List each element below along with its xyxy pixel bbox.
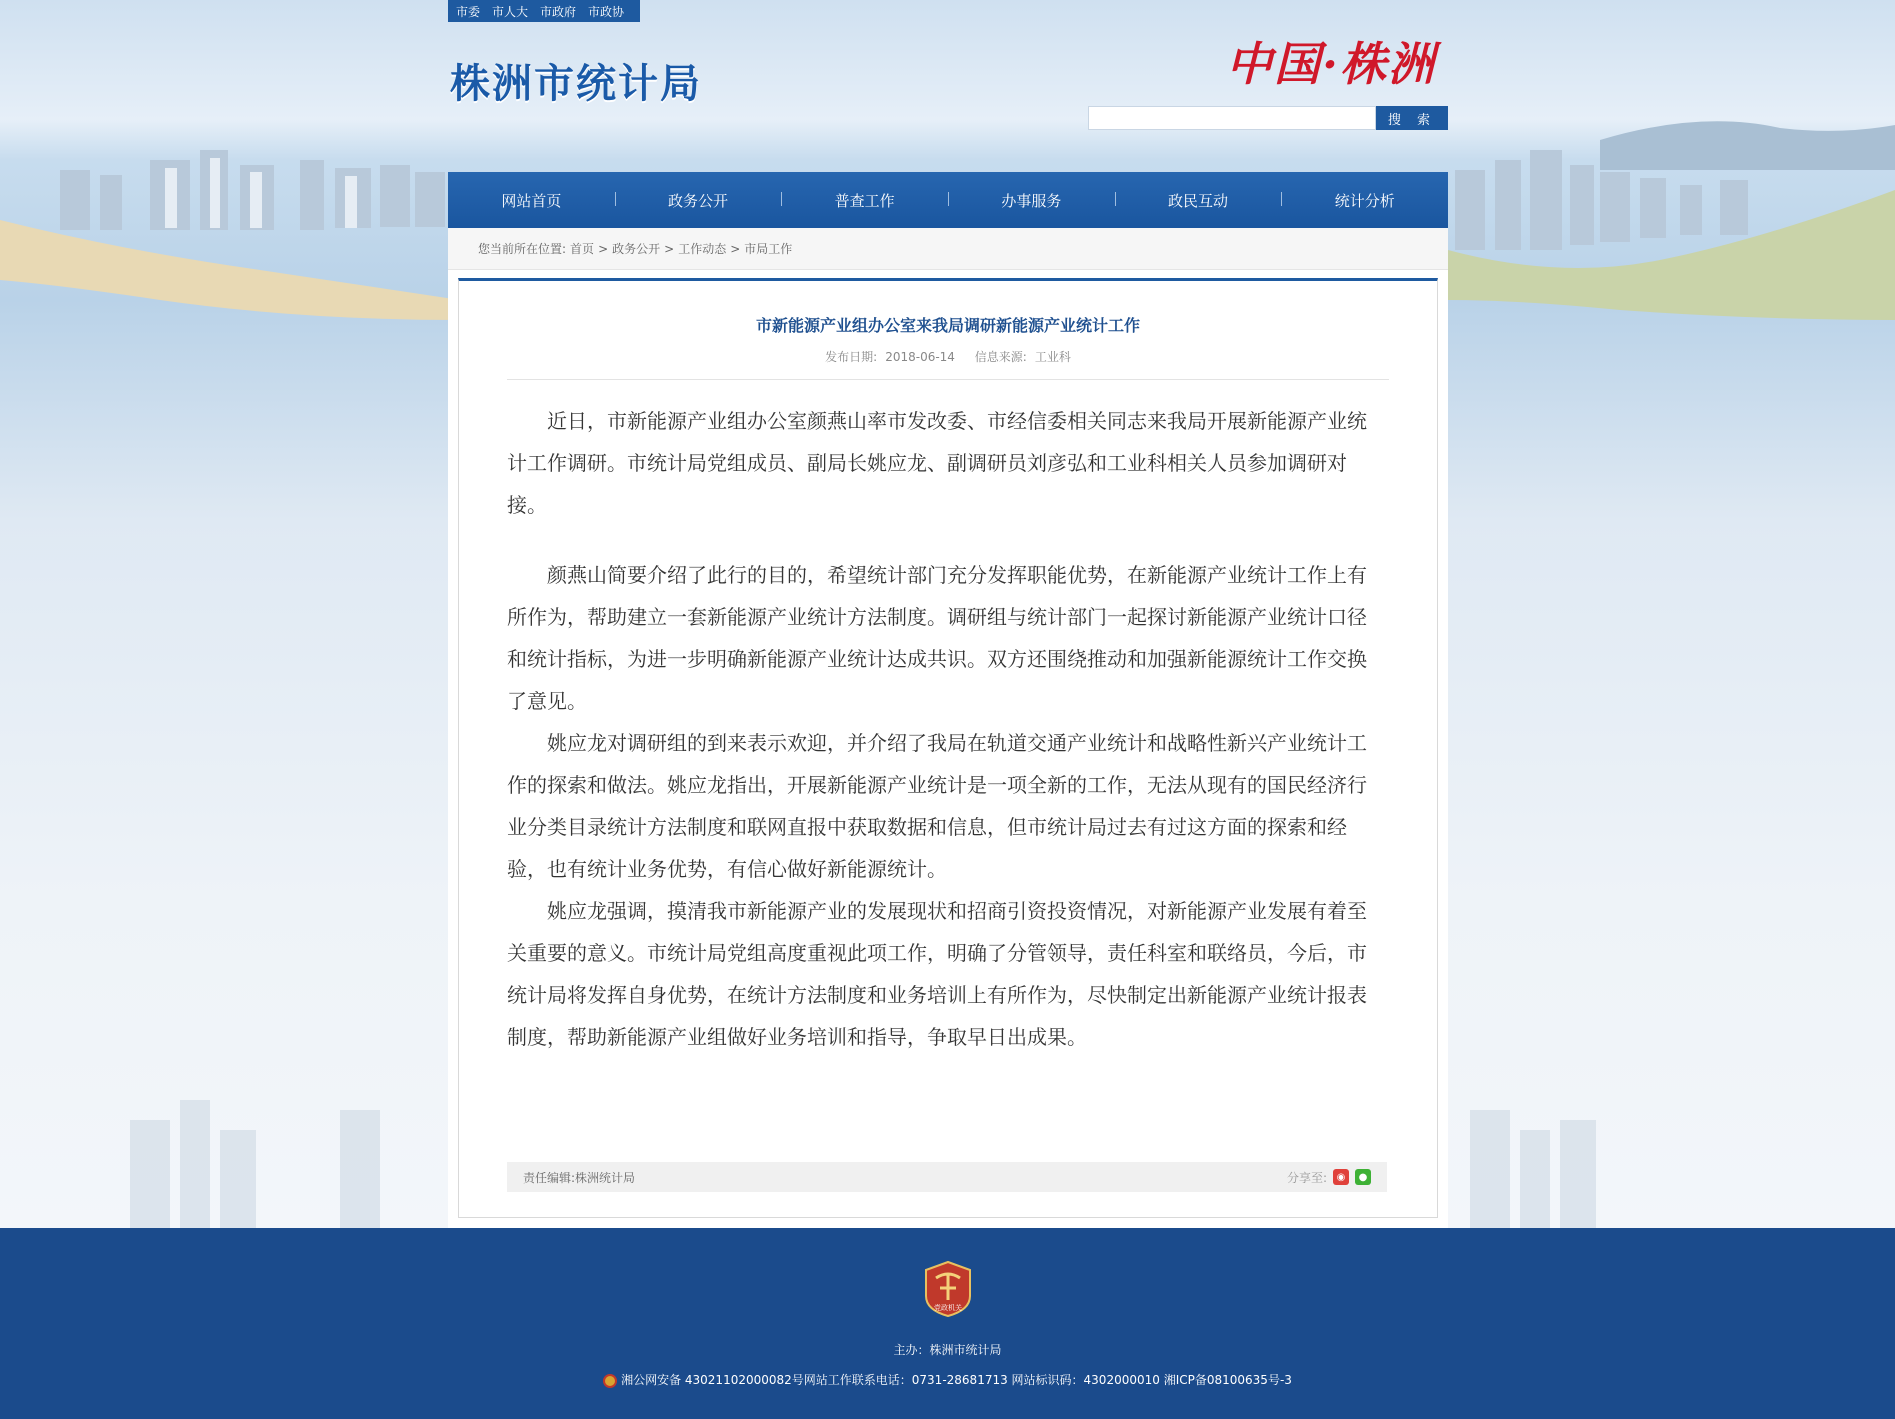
editor-name: 株洲统计局 <box>575 1170 636 1185</box>
top-link-government[interactable]: 市政府 <box>540 4 577 19</box>
responsible-editor <box>523 1169 1287 1186</box>
breadcrumb-separator: > <box>664 241 675 256</box>
breadcrumb-item-government-affairs[interactable]: 政务公开 <box>612 242 661 256</box>
article-paragraph: 姚应龙强调，摸清我市新能源产业的发展现状和招商引资投资情况，对新能源产业发展有着至关重要的意义。市统计局党组高度重视此项工作，明确了分管领导，责任科室和联络员，今后，市统计局将发挥自身优势，在统计方法制度和业务培训上有所作为，尽快制定出新能源产业统计报表制度，帮助新能源产业组做好业务培训和指导，争取早日出成果。 <box>507 899 1367 1049</box>
article <box>458 278 1438 1218</box>
breadcrumb-item-bureau-work[interactable]: 市局工作 <box>744 242 793 256</box>
article-footer-bar <box>507 1162 1387 1192</box>
nav-item-home[interactable]: 网站首页 <box>501 191 562 210</box>
party-government-badge-icon[interactable] <box>922 1260 974 1318</box>
breadcrumb-separator: > <box>598 241 609 256</box>
wechat-share-icon[interactable]: ● <box>1355 1169 1371 1185</box>
editor-label: 责任编辑: <box>523 1170 576 1185</box>
footer-icp-text[interactable]: 湘公网安备 43021102000082号网站工作联系电话：0731-28681713 网站标识码：4302000010 湘ICP备08100635号-3 <box>621 1373 1292 1387</box>
top-link-cppcc[interactable]: 市政协 <box>588 4 625 19</box>
publish-date: 2018-06-14 <box>885 350 955 364</box>
breadcrumb-prefix: 您当前所在位置: <box>478 242 567 256</box>
divider <box>507 379 1389 380</box>
share-group <box>1287 1169 1371 1186</box>
nav-item-government-affairs[interactable]: 政务公开 <box>615 190 782 211</box>
breadcrumb-item-home[interactable]: 首页 <box>570 242 595 256</box>
article-paragraph: 近日，市新能源产业组办公室颜燕山率市发改委、市经信委相关同志来我局开展新能源产业统计工作调研。市统计局党组成员、副局长姚应龙、副调研员刘彦弘和工业科相关人员参加调研对接。 <box>507 409 1367 517</box>
article-paragraph: 姚应龙对调研组的到来表示欢迎，并介绍了我局在轨道交通产业统计和战略性新兴产业统计工作的探索和做法。姚应龙指出，开展新能源产业统计是一项全新的工作，无法从现有的国民经济行业分类目录统计方法制度和联网直报中获取数据和信息，但市统计局过去有过这方面的探索和经验，也有统计业务优势，有信心做好新能源统计。 <box>507 731 1367 881</box>
nav-item-interaction[interactable]: 政民互动 <box>1115 190 1282 211</box>
main-nav <box>448 172 1448 228</box>
search-button[interactable]: 搜 索 <box>1376 106 1448 130</box>
share-label: 分享至: <box>1286 1170 1327 1185</box>
article-meta <box>459 348 1437 365</box>
top-links-bar <box>448 0 640 22</box>
footer-host: 主办：株洲市统计局 <box>893 1343 1002 1357</box>
article-body <box>507 400 1377 1058</box>
source-label: 信息来源: <box>974 350 1027 364</box>
nav-item-services[interactable]: 办事服务 <box>948 190 1115 211</box>
date-label: 发布日期: <box>825 350 878 364</box>
info-source: 工业科 <box>1034 350 1071 364</box>
site-title[interactable]: 株洲市统计局 <box>450 61 702 107</box>
nav-item-statistics-analysis[interactable]: 统计分析 <box>1281 190 1448 211</box>
police-badge-icon <box>603 1374 617 1388</box>
site-footer <box>0 1228 1895 1419</box>
article-paragraph: 颜燕山简要介绍了此行的目的，希望统计部门充分发挥职能优势，在新能源产业统计工作上有所作为，帮助建立一套新能源产业统计方法制度。调研组与统计部门一起探讨新能源产业统计口径和统计指标，为进一步明确新能源产业统计达成共识。双方还围绕推动和加强新能源统计工作交换了意见。 <box>507 563 1367 713</box>
article-title: 市新能源产业组办公室来我局调研新能源产业统计工作 <box>755 316 1140 335</box>
footer-icp <box>0 1371 1895 1388</box>
content-panel <box>448 228 1448 1228</box>
search-bar <box>1088 106 1448 130</box>
weibo-share-icon[interactable]: ◉ <box>1333 1169 1349 1185</box>
breadcrumb-item-work-news[interactable]: 工作动态 <box>678 242 727 256</box>
nav-item-census[interactable]: 普查工作 <box>781 190 948 211</box>
breadcrumb <box>448 228 1448 270</box>
top-link-party-committee[interactable]: 市委 <box>456 4 481 19</box>
breadcrumb-separator: > <box>730 241 741 256</box>
search-input[interactable] <box>1088 106 1376 130</box>
top-link-npc[interactable]: 市人大 <box>492 4 529 19</box>
city-slogan-logo: 中国·株洲 <box>1226 37 1437 91</box>
badge-text: 党政机关 <box>934 1304 962 1312</box>
